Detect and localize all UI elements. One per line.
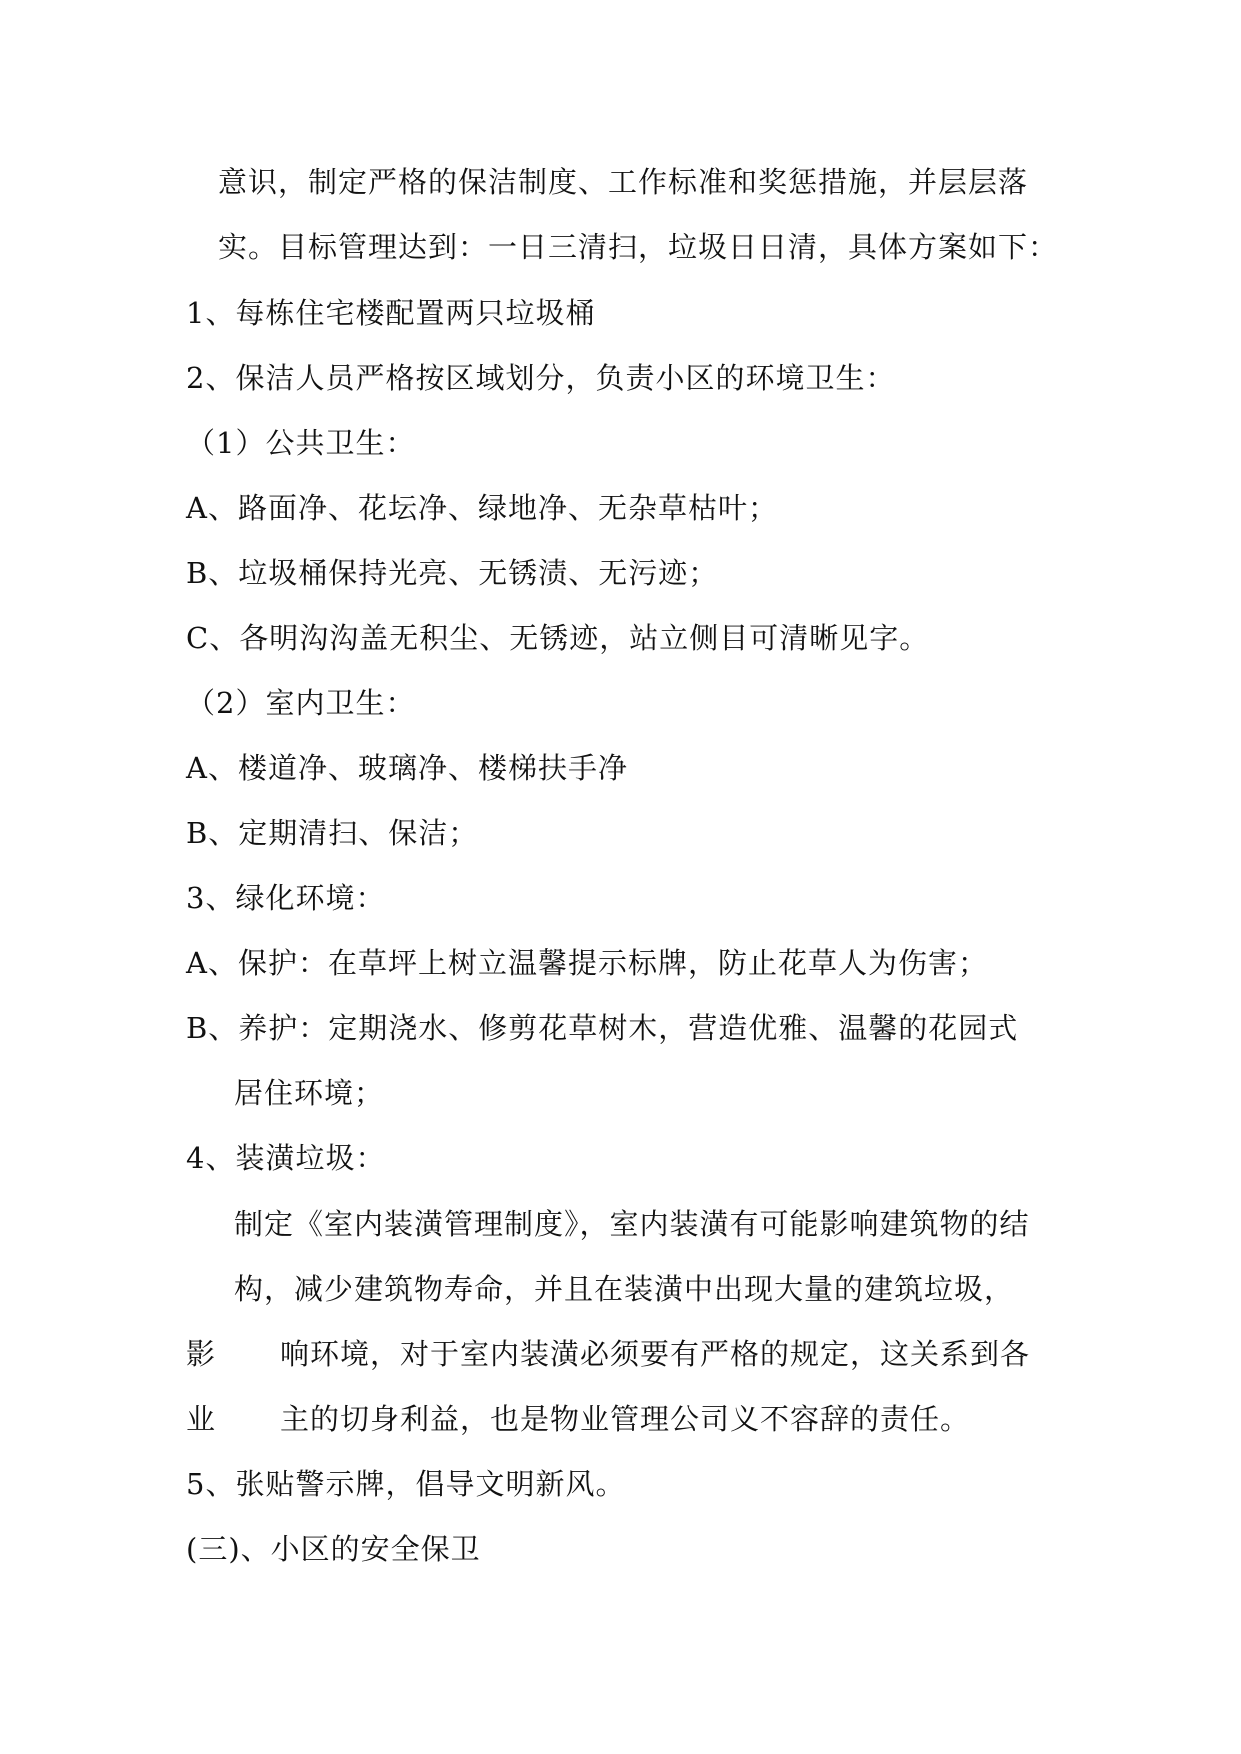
list-item: C、各明沟沟盖无积尘、无锈迹，站立侧目可清晰见字。 <box>186 621 930 655</box>
list-item: B、定期清扫、保洁； <box>186 816 479 850</box>
paragraph-line: 业 <box>186 1402 216 1436</box>
paragraph-line: 影 <box>186 1337 216 1371</box>
list-item: A、楼道净、玻璃净、楼梯扶手净 <box>186 751 628 785</box>
paragraph-line: 制定《室内装潢管理制度》，室内装潢有可能影响建筑物的结 <box>234 1207 1030 1241</box>
paragraph-line: 响环境，对于室内装潢必须要有严格的规定，这关系到各 <box>280 1337 1031 1371</box>
list-item: 4、装潢垃圾： <box>186 1141 386 1175</box>
subheading: （2）室内卫生： <box>186 686 416 720</box>
list-item: 5、张贴警示牌，倡导文明新风。 <box>186 1467 626 1501</box>
section-heading: (三)、小区的安全保卫 <box>186 1532 481 1566</box>
list-item: 1、每栋住宅楼配置两只垃圾桶 <box>186 296 596 330</box>
paragraph-line: 构，减少建筑物寿命，并且在装潢中出现大量的建筑垃圾， <box>234 1272 1015 1306</box>
paragraph-line: 意识，制定严格的保洁制度、工作标准和奖惩措施，并层层落 <box>218 165 1029 199</box>
paragraph-line: 实。目标管理达到：一日三清扫，垃圾日日清，具体方案如下： <box>218 230 1059 264</box>
list-item: B、养护：定期浇水、修剪花草树木，营造优雅、温馨的花园式 <box>186 1011 1019 1045</box>
paragraph-line: 主的切身利益，也是物业管理公司义不容辞的责任。 <box>280 1402 971 1436</box>
list-item: 2、保洁人员严格按区域划分，负责小区的环境卫生： <box>186 361 896 395</box>
paragraph-line: 居住环境； <box>234 1076 385 1110</box>
subheading: （1）公共卫生： <box>186 426 416 460</box>
list-item: 3、绿化环境： <box>186 881 386 915</box>
list-item: A、路面净、花坛净、绿地净、无杂草枯叶； <box>186 491 778 525</box>
list-item: B、垃圾桶保持光亮、无锈渍、无污迹； <box>186 556 719 590</box>
list-item: A、保护：在草坪上树立温馨提示标牌，防止花草人为伤害； <box>186 946 988 980</box>
